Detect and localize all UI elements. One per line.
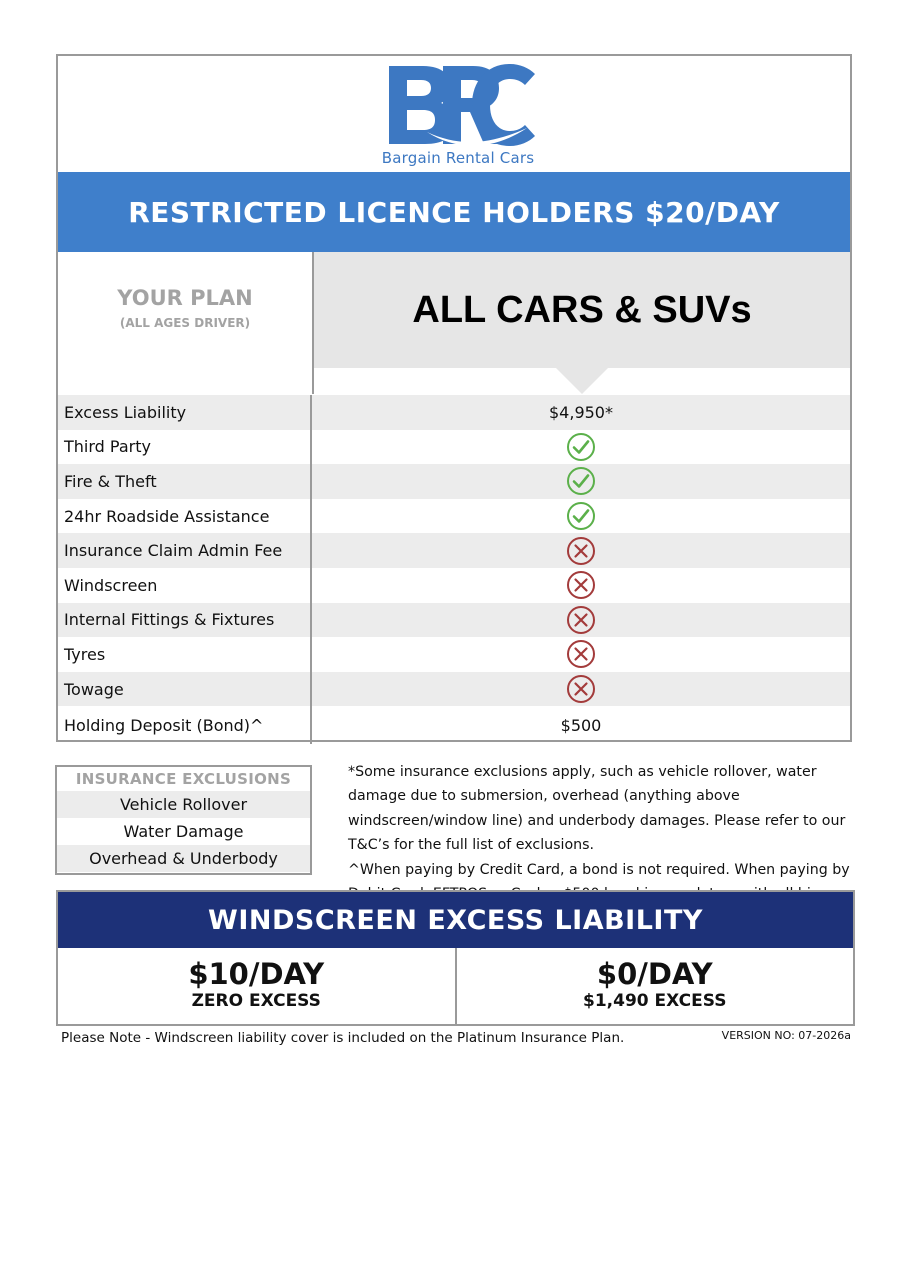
terms-notes xyxy=(348,760,860,906)
cross-icon xyxy=(312,672,850,707)
your-plan-subtitle: (ALL AGES DRIVER) xyxy=(119,316,251,330)
coverage-label: Windscreen xyxy=(58,568,312,603)
windscreen-excess: ZERO EXCESS xyxy=(191,991,321,1011)
exclusion-item: Overhead & Underbody xyxy=(57,845,310,872)
coverage-label: Insurance Claim Admin Fee xyxy=(58,533,312,568)
coverage-label: Internal Fittings & Fixtures xyxy=(58,603,312,638)
coverage-label: Fire & Theft xyxy=(58,464,312,499)
coverage-label: 24hr Roadside Assistance xyxy=(58,499,312,534)
exclusions-title: INSURANCE EXCLUSIONS xyxy=(75,770,292,788)
bond-note: ^When paying by Credit Card, a bond is not required. When paying by xyxy=(348,861,850,878)
coverage-value: $4,950* xyxy=(549,402,613,422)
cross-icon xyxy=(312,603,850,638)
windscreen-title: WINDSCREEN EXCESS LIABILITY xyxy=(58,892,853,948)
banner-title: RESTRICTED LICENCE HOLDERS $20/DAY xyxy=(128,195,780,229)
coverage-row xyxy=(58,430,850,465)
plan-header-arrow xyxy=(556,368,608,394)
coverage-row xyxy=(58,603,850,638)
coverage-row xyxy=(58,464,850,499)
coverage-row xyxy=(58,706,850,744)
your-plan-label xyxy=(58,252,314,394)
coverage-row xyxy=(58,395,850,430)
coverage-row xyxy=(58,499,850,534)
coverage-label: Tyres xyxy=(58,637,312,672)
windscreen-option-standard xyxy=(455,948,854,1024)
coverage-row xyxy=(58,637,850,672)
windscreen-excess: $1,490 EXCESS xyxy=(583,991,727,1011)
cross-icon xyxy=(312,637,850,672)
plan-card xyxy=(56,54,852,742)
coverage-label: Excess Liability xyxy=(58,395,312,430)
coverage-label: Holding Deposit (Bond)^ xyxy=(58,706,312,744)
check-icon xyxy=(312,464,850,499)
footer-note: Please Note - Windscreen liability cover is included on the Platinum Insurance Plan. xyxy=(61,1030,625,1046)
coverage-row xyxy=(58,533,850,568)
coverage-table xyxy=(58,395,850,744)
check-icon xyxy=(312,499,850,534)
check-icon xyxy=(312,430,850,465)
plan-name-header xyxy=(314,252,850,368)
brc-logo-icon xyxy=(387,62,537,150)
version-number: VERSION NO: 07-2026a xyxy=(721,1029,851,1042)
windscreen-option-zero-excess xyxy=(58,948,455,1024)
plan-name: ALL CARS & SUVs xyxy=(412,288,752,331)
cross-icon xyxy=(312,533,850,568)
coverage-label: Towage xyxy=(58,672,312,707)
exclusion-item: Vehicle Rollover xyxy=(57,791,310,818)
coverage-value: $500 xyxy=(560,715,602,735)
coverage-row xyxy=(58,568,850,603)
exclusions-box xyxy=(55,765,312,875)
excess-note: *Some insurance exclusions apply, such as vehicle rollover, water damage due to submersion, overhead (anything above windscreen/window line) and underbody damages. Please refer to our T&C’s for the full list of exclusions. xyxy=(348,764,846,854)
brand-logo xyxy=(58,56,850,172)
logo-tagline: Bargain Rental Cars xyxy=(381,149,535,167)
coverage-label: Third Party xyxy=(58,430,312,465)
exclusion-item: Water Damage xyxy=(123,822,244,841)
windscreen-price: $10/DAY xyxy=(188,957,325,991)
windscreen-box xyxy=(56,890,855,1026)
coverage-row xyxy=(58,672,850,707)
plan-banner xyxy=(58,172,850,252)
windscreen-price: $0/DAY xyxy=(596,957,713,991)
cross-icon xyxy=(312,568,850,603)
your-plan-title: YOUR PLAN xyxy=(117,286,253,310)
